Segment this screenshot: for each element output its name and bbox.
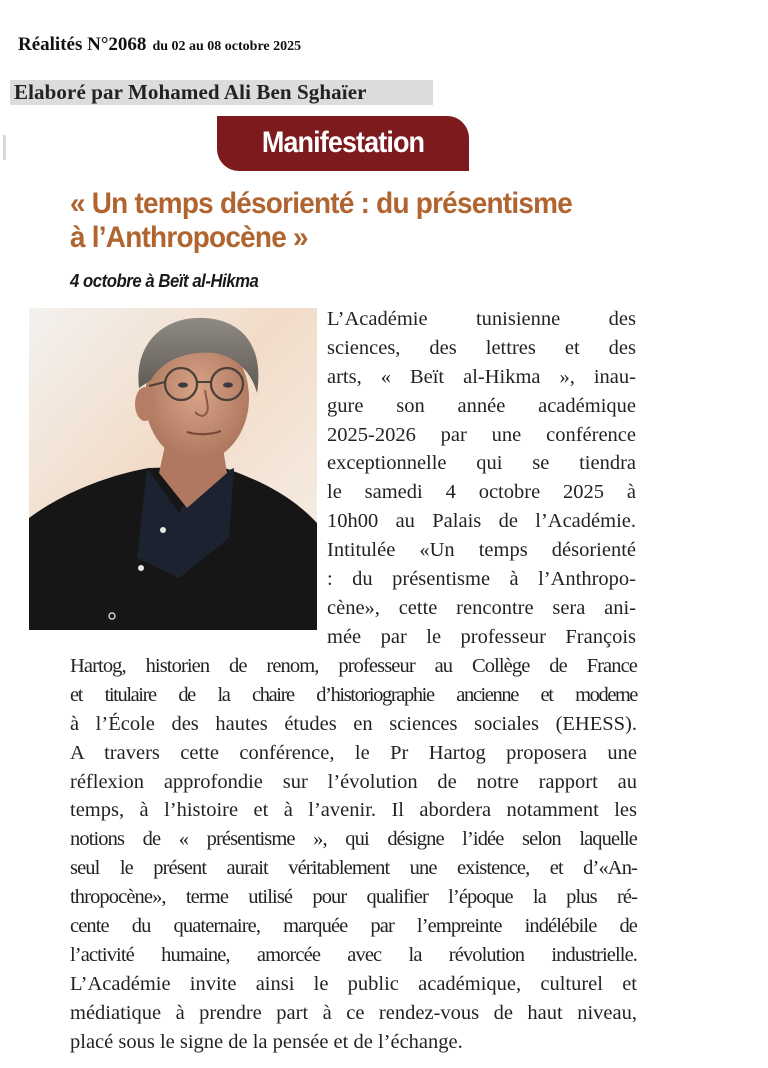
body-line: arts, « Beït al-Hikma », inau-: [327, 365, 636, 388]
body-line: notions de « présentisme », qui désigne l’idée selon laquelle: [70, 828, 637, 851]
section-rubric: [217, 116, 469, 171]
article-body-narrow: [327, 305, 636, 652]
article-body-wide: [70, 652, 637, 1056]
portrait-photo: [29, 308, 317, 630]
body-line: exceptionnelle qui se tiendra: [327, 452, 636, 475]
body-line: mée par le professeur François: [327, 625, 636, 648]
body-line: le samedi 4 octobre 2025 à: [327, 481, 636, 504]
body-line: réflexion approfondie sur l’évolution de notre rapport au: [70, 770, 637, 793]
body-line: temps, à l’histoire et à l’avenir. Il abordera notamment les: [70, 799, 637, 822]
portrait-illustration: [29, 308, 317, 630]
body-line: seul le présent aurait véritablement une existence, et d’«An-: [70, 857, 637, 880]
rubric-label: Manifestation: [261, 126, 425, 159]
body-line: thropocène», terme utilisé pour qualifier l’époque la plus ré-: [70, 886, 637, 909]
body-line: sciences, des lettres et des: [327, 336, 636, 359]
body-line: 2025-2026 par une conférence: [327, 423, 636, 446]
shirt-button: [160, 527, 166, 533]
body-line: l’activité humaine, amorcée avec la révolution industrielle.: [70, 943, 637, 966]
body-line: et titulaire de la chaire d’historiographie ancienne et moderne: [70, 683, 637, 706]
body-line: gure son année académique: [327, 394, 636, 417]
headline-line-2: à l’Anthropocène »: [70, 221, 308, 254]
article-headline: [70, 187, 628, 255]
body-line: cente du quaternaire, marquée par l’empreinte indélébile de: [70, 915, 637, 938]
body-line: Intitulée «Un temps désorienté: [327, 539, 636, 562]
publication-title: Réalités N°2068: [18, 34, 147, 55]
masthead: [18, 34, 301, 56]
body-line: L’Académie invite ainsi le public académique, culturel et: [70, 972, 637, 995]
byline-text: Elaboré par Mohamed Ali Ben Sghaïer: [14, 80, 367, 104]
body-line: cène», cette rencontre sera ani-: [327, 596, 636, 619]
body-line: médiatique à prendre part à ce rendez-vous de haut niveau,: [70, 1001, 637, 1024]
body-line: : du présentisme à l’Anthropo-: [327, 568, 636, 591]
body-line: à l’École des hautes études en sciences sociales (EHESS).: [70, 712, 637, 735]
body-line: 10h00 au Palais de l’Académie.: [327, 510, 636, 533]
article-kicker: 4 octobre à Beït al-Hikma: [70, 271, 259, 291]
margin-rule: [3, 135, 6, 160]
body-line: Hartog, historien de renom, professeur au Collège de France: [70, 655, 637, 677]
body-line: placé sous le signe de la pensée et de l’échange.: [70, 1030, 463, 1053]
byline-bar: [10, 80, 433, 105]
shirt-button: [138, 565, 144, 571]
body-line: A travers cette conférence, le Pr Hartog proposera une: [70, 741, 637, 764]
issue-dates: du 02 au 08 octobre 2025: [152, 39, 302, 54]
headline-line-1: « Un temps désorienté : du présentisme: [70, 187, 572, 220]
body-line: L’Académie tunisienne des: [327, 308, 636, 330]
